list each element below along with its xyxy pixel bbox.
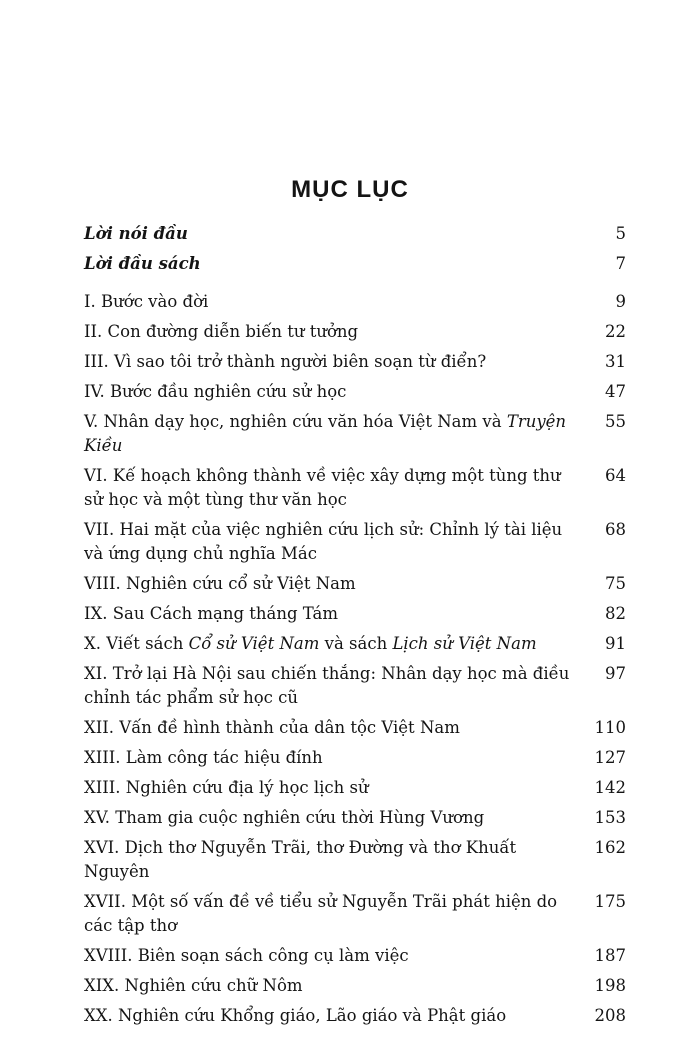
toc-entry-title: I. Bước vào đời xyxy=(84,292,209,311)
toc-entry-title: XVIII. Biên soạn sách công cụ làm việc xyxy=(84,946,409,965)
toc-entry-page: 162 xyxy=(594,838,626,857)
toc-entry-page: 22 xyxy=(605,322,626,341)
toc-entry-page: 153 xyxy=(594,808,626,827)
toc-entry xyxy=(84,252,626,276)
toc-entry-page: 198 xyxy=(594,976,626,995)
toc-entry-title: XV. Tham gia cuộc nghiên cứu thời Hùng Vương xyxy=(84,808,485,827)
toc-entry xyxy=(84,944,626,968)
toc-entry xyxy=(84,350,626,374)
toc-entry-title: XX. Nghiên cứu Khổng giáo, Lão giáo và Phật giáo xyxy=(84,1006,507,1025)
toc-entry-title: VII. Hai mặt của việc nghiên cứu lịch sử: Chỉnh lý tài liệu và ứng dụng chủ nghĩa Mác xyxy=(84,520,563,563)
toc-entry-title: XVI. Dịch thơ Nguyễn Trãi, thơ Đường và thơ Khuất Nguyên xyxy=(84,838,517,881)
toc-entry-title: XII. Vấn đề hình thành của dân tộc Việt Nam xyxy=(84,718,460,737)
toc-entry-page: 127 xyxy=(594,748,626,767)
toc-entry-page: 47 xyxy=(605,382,626,401)
toc-entry xyxy=(84,776,626,800)
toc-entry xyxy=(84,222,626,246)
toc-entry xyxy=(84,380,626,404)
toc-entry-title: X. Viết sách Cổ sử Việt Nam và sách Lịch sử Việt Nam xyxy=(84,634,537,653)
toc-entry xyxy=(84,602,626,626)
toc-entry-title: XIX. Nghiên cứu chữ Nôm xyxy=(84,976,303,995)
page-title: MỤC LỤC xyxy=(291,176,409,203)
toc-entry-title: XVII. Một số vấn đề về tiểu sử Nguyễn Trãi phát hiện do các tập thơ xyxy=(84,892,558,935)
toc-entry xyxy=(84,1004,626,1028)
toc-entry-page: 175 xyxy=(594,892,626,911)
toc-entry-title: IV. Bước đầu nghiên cứu sử học xyxy=(84,382,347,401)
toc-entry-page: 7 xyxy=(615,254,626,273)
toc-entry xyxy=(84,716,626,740)
toc-entry-page: 5 xyxy=(615,224,626,243)
toc-entry-title: XIII. Làm công tác hiệu đính xyxy=(84,748,323,767)
toc-entry xyxy=(84,836,626,884)
toc-entry-page: 9 xyxy=(615,292,626,311)
toc-entry-page: 97 xyxy=(605,664,626,683)
toc-entry-page: 208 xyxy=(594,1006,626,1025)
toc-entry xyxy=(84,410,626,458)
toc-entry-title: III. Vì sao tôi trở thành người biên soạn từ điển? xyxy=(84,352,487,371)
toc-entry-page: 64 xyxy=(605,466,626,485)
toc-entry xyxy=(84,290,626,314)
table-of-contents xyxy=(84,222,626,1034)
toc-entry xyxy=(84,974,626,998)
toc-entry-page: 110 xyxy=(594,718,626,737)
toc-entry-title: VI. Kế hoạch không thành về việc xây dựng một tùng thư sử học và một tùng thư văn học xyxy=(84,466,561,509)
toc-entry xyxy=(84,746,626,770)
toc-entry-title: II. Con đường diễn biến tư tưởng xyxy=(84,322,359,341)
toc-entry-title: XI. Trở lại Hà Nội sau chiến thắng: Nhân dạy học mà điều chỉnh tác phẩm sử học cũ xyxy=(84,664,570,707)
toc-entry-page: 82 xyxy=(605,604,626,623)
toc-entry xyxy=(84,518,626,566)
toc-entry-title: IX. Sau Cách mạng tháng Tám xyxy=(84,604,338,623)
toc-entry xyxy=(84,890,626,938)
toc-entry-page: 142 xyxy=(594,778,626,797)
toc-entry-title: VIII. Nghiên cứu cổ sử Việt Nam xyxy=(84,574,356,593)
toc-entry-title: Lời đầu sách xyxy=(84,254,201,273)
toc-entry-page: 55 xyxy=(605,412,626,431)
toc-entry xyxy=(84,662,626,710)
toc-entry xyxy=(84,320,626,344)
toc-entry-title: V. Nhân dạy học, nghiên cứu văn hóa Việt Nam và Truyện Kiều xyxy=(84,412,567,455)
toc-entry-page: 187 xyxy=(594,946,626,965)
toc-entry xyxy=(84,464,626,512)
toc-entry-page: 68 xyxy=(605,520,626,539)
toc-entry xyxy=(84,806,626,830)
toc-entry xyxy=(84,632,626,656)
toc-entry-page: 75 xyxy=(605,574,626,593)
toc-entry-page: 91 xyxy=(605,634,626,653)
toc-entry xyxy=(84,572,626,596)
toc-entry-title: XIII. Nghiên cứu địa lý học lịch sử xyxy=(84,778,369,797)
toc-entry-page: 31 xyxy=(605,352,626,371)
toc-entry-title: Lời nói đầu xyxy=(84,224,188,243)
